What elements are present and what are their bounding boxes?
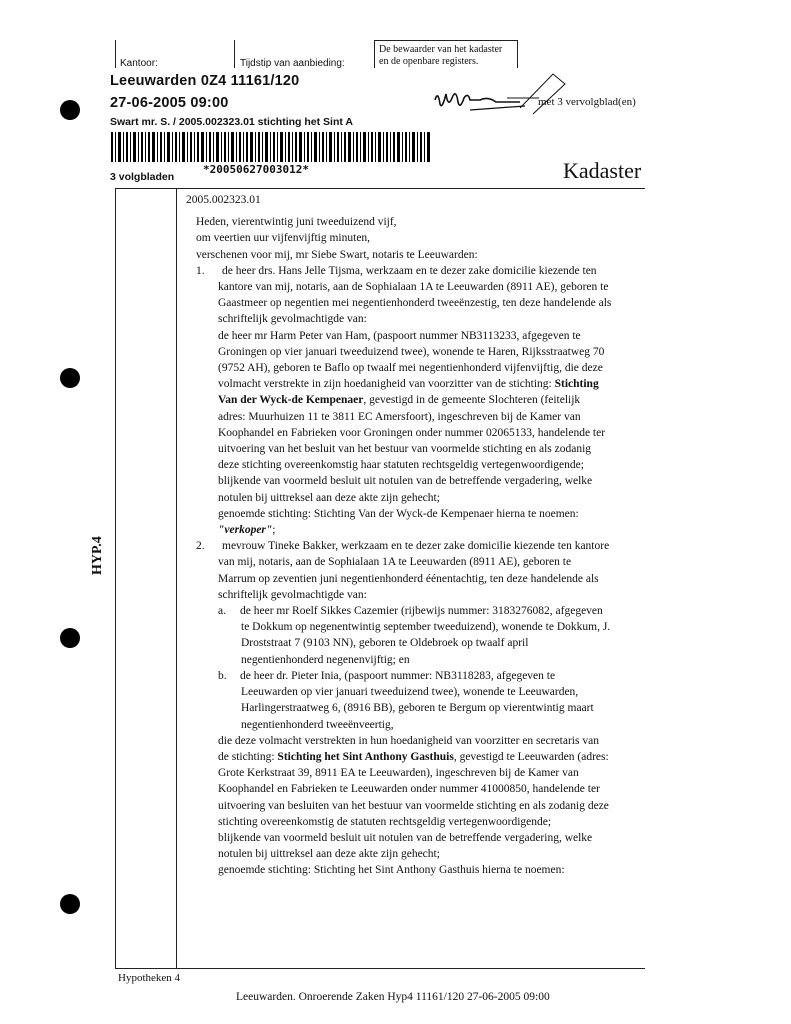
tijdstip-label: Tijdstip van aanbieding: [240, 58, 345, 69]
stamp-line-left [115, 40, 116, 68]
stamp-line-far-right [517, 40, 518, 68]
notary-reference: Swart mr. S. / 2005.002323.01 stichting het Sint A [110, 116, 353, 128]
item-1-line: volmacht verstrekte in zijn hoedanigheid van voorzitter van de stichting: [218, 378, 555, 391]
item-1-line: uitvoering van het besluit van het bestuur van voormelde stichting en als zodanig [218, 443, 592, 456]
item-1-line: blijkende van voormeld besluit uit notulen van de betreffende vergadering, welke [218, 475, 593, 488]
sub-b-line: Harlingerstraatweg 6, (8916 BB), geboren te Bergum op vierentwintig maart [241, 702, 594, 715]
item-2-line: van mij, notaris, aan de Sophialaan 1A te Leeuwarden (8911 AE), geboren te [218, 556, 572, 569]
item-2-line: Koophandel en Fabrieken te Leeuwarden onder nummer 41000850, handelende ter [218, 783, 600, 796]
frame-left-line [115, 188, 116, 968]
hyp-margin-label: HYP.4 [90, 536, 105, 575]
item-2-line: mevrouw Tineke Bakker, werkzaam en te dezer zake domicilie kiezende ten kantore [222, 540, 610, 553]
item-2-line: uitvoering van besluiten van het bestuur van voormelde stichting en als zodanig deze [218, 799, 609, 812]
item-2-line: schriftelijk gevolmachtigde van: [218, 588, 367, 601]
kadaster-logo: Kadaster [563, 158, 642, 183]
intro-line-1: Heden, vierentwintig juni tweeduizend vijf, [196, 216, 397, 229]
item-2-line: notulen bij uittreksel aan deze akte zijn gehecht; [218, 848, 440, 861]
item-2-line: genoemde stichting: Stichting het Sint Anthony Gasthuis hierna te noemen: [218, 864, 565, 877]
seller-name-part: Van der Wyck-de Kempenaer [218, 394, 364, 407]
hypotheken-label: Hypotheken 4 [118, 972, 181, 984]
vervolgbladen-note: met 3 vervolgblad(en) [538, 96, 636, 108]
sub-a-line: de heer mr Roelf Sikkes Cazemier (rijbewijs nummer: 3183276082, afgegeven [240, 605, 603, 618]
barcode [111, 132, 431, 162]
kantoor-label: Kantoor: [120, 58, 158, 69]
item-1-line: Koophandel en Fabrieken voor Groningen onder nummer 02065133, handelende ter [218, 426, 606, 439]
seller-name-part: Stichting [554, 378, 599, 391]
frame-inner-line [176, 188, 177, 968]
item-1-line: de heer mr Harm Peter van Ham, (paspoort nummer NB3113233, afgegeven te [218, 329, 581, 342]
sub-a-number: a. [218, 605, 226, 618]
sub-a-line: negentienhonderd negenenvijftig; en [241, 653, 410, 666]
item-2-line: Marrum op zeventien juni negentienhonderd éénentachtig, ten deze handelende als [218, 572, 599, 585]
item-1-line: Gaastmeer op negentien mei negentienhonderd tweeënzestig, ten deze handelende als [218, 297, 612, 310]
barcode-text: *20050627003012* [203, 163, 309, 176]
registration-number: Leeuwarden 0Z4 11161/120 [110, 73, 300, 89]
verkoper-term: "verkoper" [218, 524, 273, 537]
item-1-line: deze stichting overeenkomstig haar statuten rechtsgeldig vertegenwoordigende; [218, 459, 584, 472]
punch-hole-2 [60, 368, 80, 388]
deed-body [186, 192, 626, 879]
sub-a-line: te Dokkum op negenentwintig september tweeduizend), wonende te Dokkum, J. [241, 621, 611, 634]
item-1-line: ; [272, 524, 276, 537]
punch-hole-3 [60, 628, 80, 648]
stamp-line-right [374, 40, 375, 68]
item-2-line: blijkende van voormeld besluit uit notulen van de betreffende vergadering, welke [218, 831, 593, 844]
item-2-line: de stichting: [218, 750, 278, 763]
item-1-line: genoemde stichting: Stichting Van der Wyck-de Kempenaer hierna te noemen: [218, 507, 579, 520]
volgbladen-count: 3 volgbladen [110, 171, 175, 183]
frame-bottom-line [115, 968, 645, 969]
registration-datetime: 27-06-2005 09:00 [110, 95, 229, 111]
item-1-number: 1. [196, 264, 205, 277]
intro-line-2: om veertien uur vijfenvijftig minuten, [196, 232, 371, 245]
item-1-line: de heer drs. Hans Jelle Tijsma, werkzaam en te dezer zake domicilie kiezende ten [222, 264, 597, 277]
punch-hole-4 [60, 894, 80, 914]
sub-b-number: b. [218, 669, 227, 682]
bewaarder-line-2: en de openbare registers. [379, 56, 479, 67]
sub-b-line: de heer dr. Pieter Inia, (paspoort nummer: NB3118283, afgegeven te [240, 669, 556, 682]
item-1-line: , gevestigd in de gemeente Slochteren (feitelijk [363, 394, 581, 407]
item-1-line: Groningen op vier januari tweeduizend twee), wonende te Haren, Rijksstraatweg 70 [218, 345, 605, 358]
item-1-line: notulen bij uittreksel aan deze akte zijn gehecht; [218, 491, 440, 504]
stamp-line-top [374, 40, 517, 41]
deed-reference: 2005.002323.01 [186, 194, 261, 206]
punch-hole-1 [60, 100, 80, 120]
item-2-line: Grote Kerkstraat 39, 8911 EA te Leeuwarden), ingeschreven bij de Kamer van [218, 767, 579, 780]
frame-top-line [115, 188, 645, 189]
buyer-name: Stichting het Sint Anthony Gasthuis [277, 750, 454, 763]
stamp-line-mid [234, 40, 235, 68]
item-2-number: 2. [196, 540, 205, 553]
item-1-line: schriftelijk gevolmachtigde van: [218, 313, 367, 326]
item-2-line: , gevestigd te Leeuwarden (adres: [453, 750, 609, 763]
item-1-line: (9752 AH), geboren te Baflo op twaalf mei negentienhonderd vijfenvijftig, die deze [218, 362, 603, 375]
bewaarder-line-1: De bewaarder van het kadaster [379, 44, 503, 55]
item-1-line: kantore van mij, notaris, aan de Sophialaan 1A te Leeuwarden (8911 AE), geboren te [218, 281, 609, 294]
stamp-arrow [505, 70, 575, 115]
sub-a-line: Droststraat 7 (9103 NN), geboren te Oldebroek op twaalf april [241, 637, 529, 650]
item-1-line: adres: Muurhuizen 11 te 3811 EC Amersfoort), ingeschreven bij de Kamer van [218, 410, 581, 423]
sub-b-line: negentienhonderd tweeënveertig, [241, 718, 394, 731]
item-2-line: stichting overeenkomstig de statuten rechtsgeldig vertegenwoordigende; [218, 815, 552, 828]
bottom-registration-line: Leeuwarden. Onroerende Zaken Hyp4 11161/120 27-06-2005 09:00 [236, 991, 550, 1003]
intro-line-3: verschenen voor mij, mr Siebe Swart, notaris te Leeuwarden: [196, 248, 478, 261]
sub-b-line: Leeuwarden op vier januari tweeduizend twee), wonende te Leeuwarden, [241, 686, 579, 699]
item-2-line: die deze volmacht verstrekten in hun hoedanigheid van voorzitter en secretaris van [218, 734, 599, 747]
